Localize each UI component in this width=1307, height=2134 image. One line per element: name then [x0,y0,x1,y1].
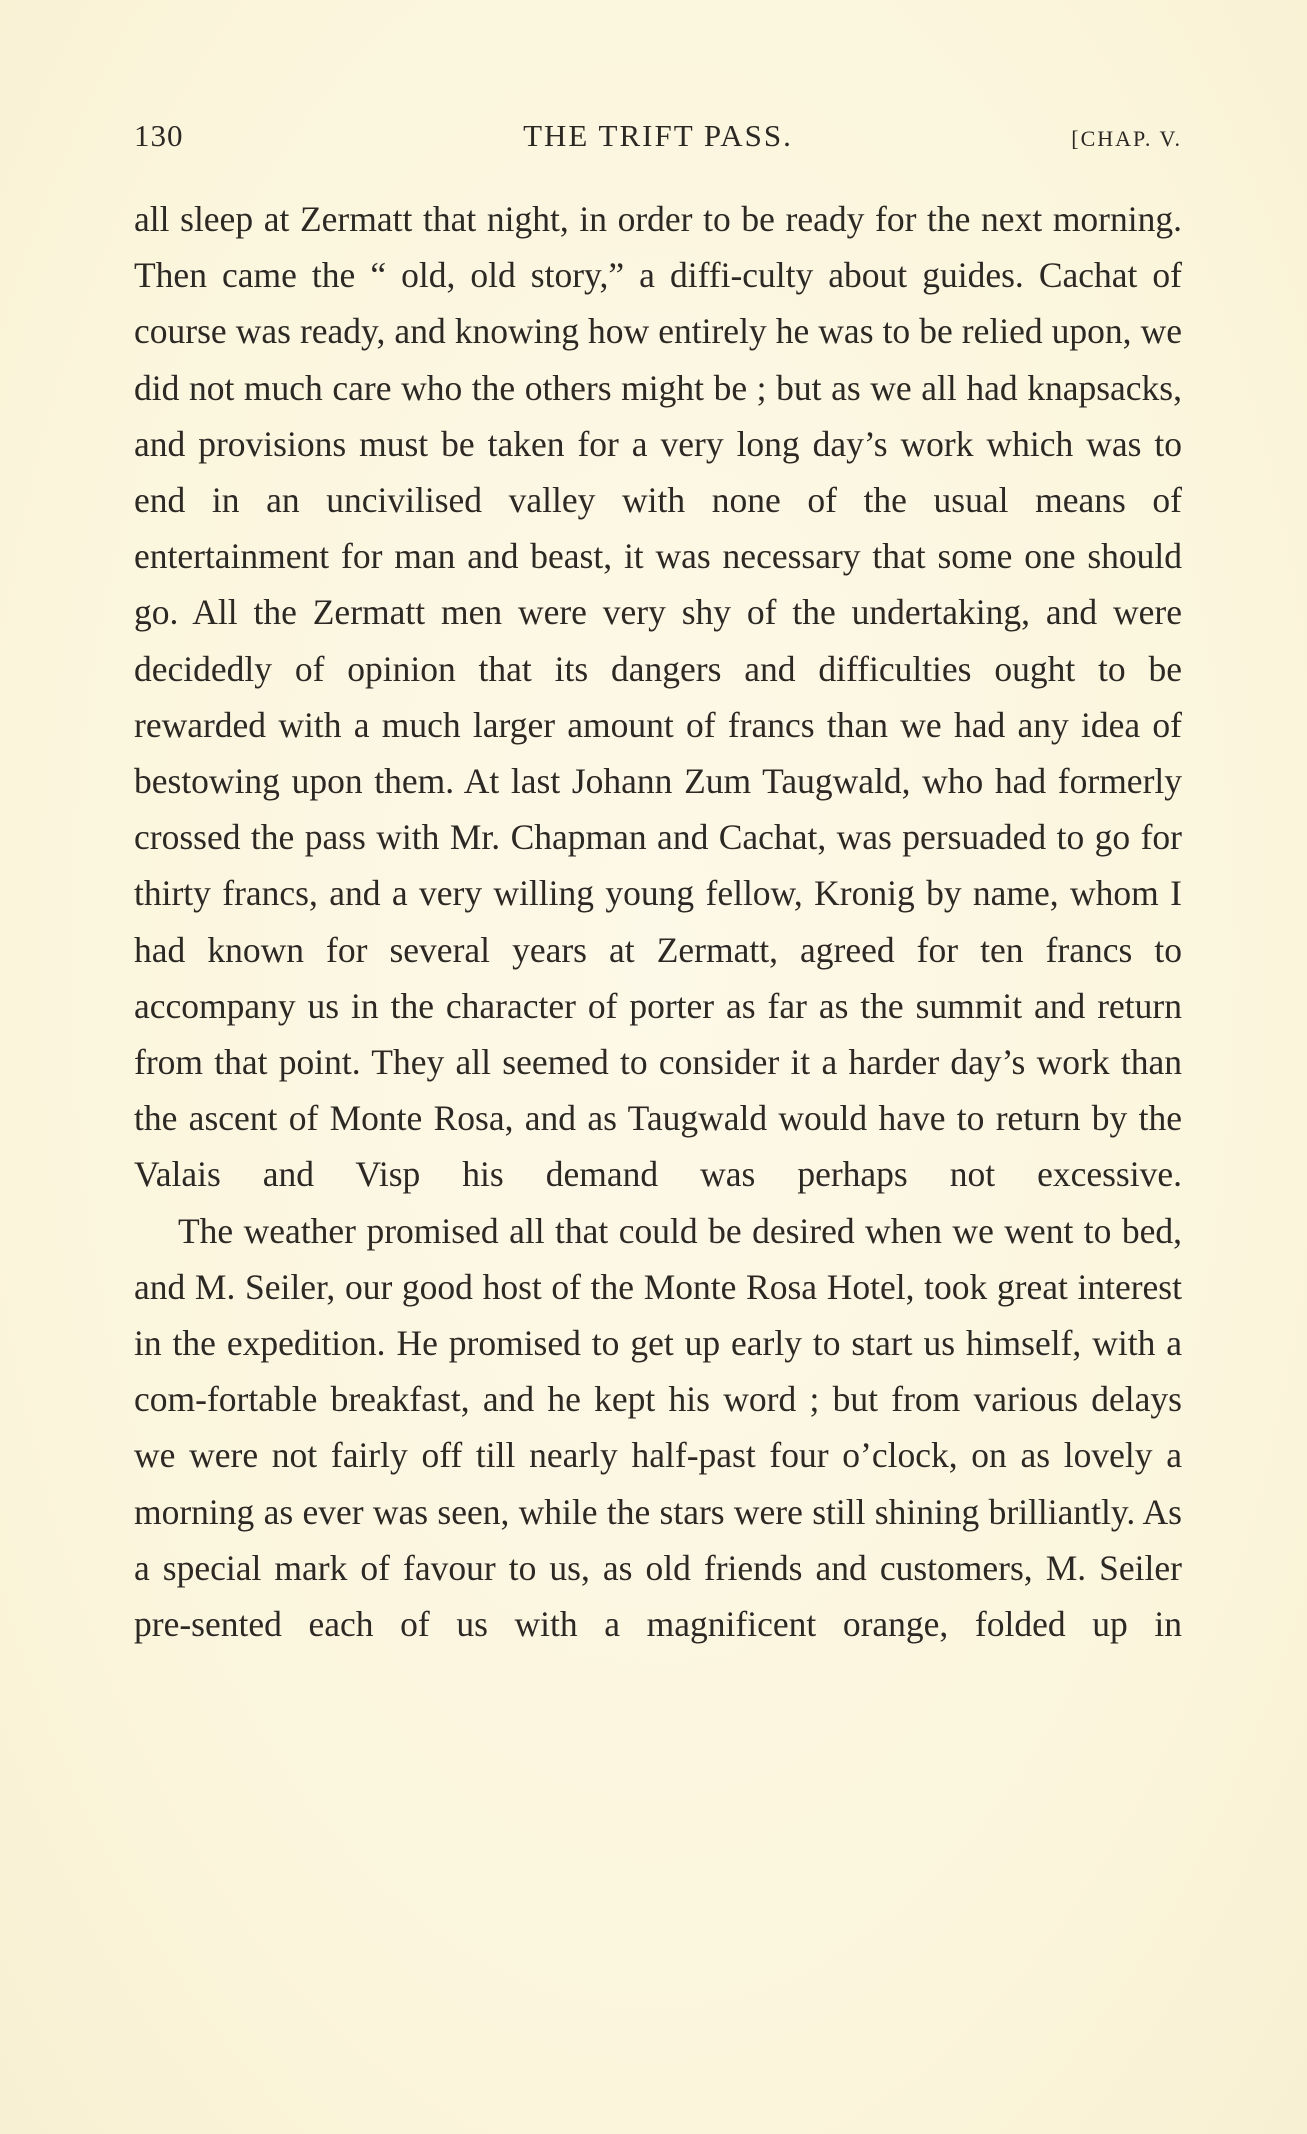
page-number: 130 [134,118,184,153]
running-head [134,118,1182,162]
body-text [134,191,1182,1652]
paragraph-weather: The weather promised all that could be desired when we went to bed, and M. Seiler, our good host of the Monte Rosa Hotel, took great interest in the expedition. He promised to get up early to start us himself, with a com-fortable breakfast, and he kept his word ; but from various delays we were not fairly off till nearly half-past four o’clock, on as lovely a morning as ever was seen, while the stars were still shining brilliantly. As a special mark of favour to us, as old friends and customers, M. Seiler pre-sented each of us with a magnificent orange, folded up in [134,1210,1182,1645]
paragraph-continued: all sleep at Zermatt that night, in order to be ready for the next morning. Then came the “ old, old story,” a diffi-culty about guides. Cachat of course was ready, and knowing how entirely he was to be relied upon, we did not much care who the others might be ; but as we all had knapsacks, and provisions must be taken for a very long day’s work which was to end in an uncivilised valley with none of the usual means of entertainment for man and beast, it was necessary that some one should go. All the Zermatt men were very shy of the undertaking, and were decidedly of opinion that its dangers and difficulties ought to be rewarded with a much larger amount of francs than we had any idea of bestowing upon them. At last Johann Zum Taugwald, who had formerly crossed the pass with Mr. Chapman and Cachat, was persuaded to go for thirty francs, and a very willing young fellow, Kronig by name, whom I had known for several years at Zermatt, agreed for ten francs to accompany us in the character of porter as far as the summit and return from that point. They all seemed to consider it a harder day’s work than the ascent of Monte Rosa, and as Taugwald would have to return by the Valais and Visp his demand was perhaps not excessive. [134,199,1182,1195]
running-title: THE TRIFT PASS. [523,118,793,153]
chapter-reference: [CHAP. V. [1071,126,1182,151]
